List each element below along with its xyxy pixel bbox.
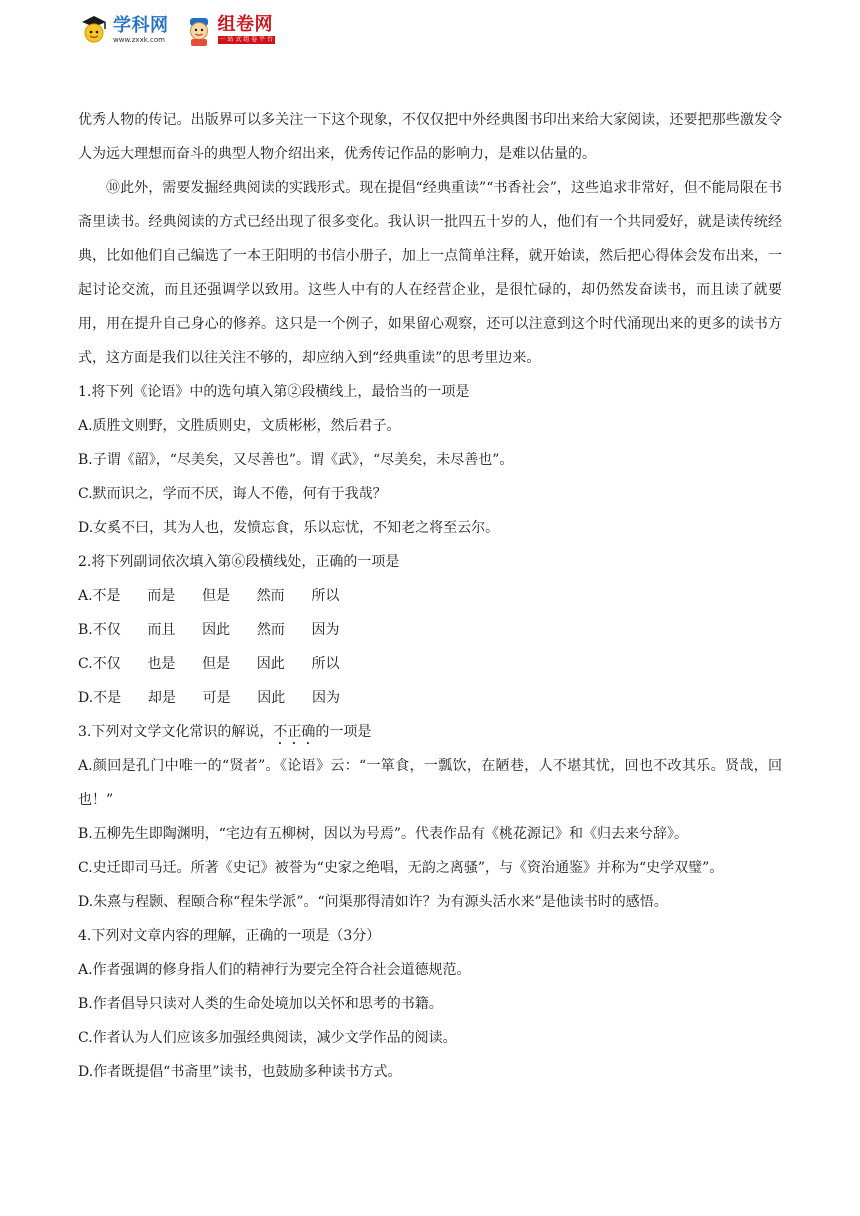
- document-body: [78, 103, 782, 1089]
- option-c: C.默而识之，学而不厌，诲人不倦，何有于我哉？: [78, 486, 387, 502]
- question-stem-suffix: 的一项是: [315, 724, 372, 740]
- option-d: D.女奚不曰，其为人也，发愤忘食，乐以忘忧，不知老之将至云尔。: [78, 520, 500, 536]
- option-c: C.不仅 也是 但是 因此 所以: [78, 656, 340, 672]
- option-d: D.不是 却是 可是 因此 因为: [78, 690, 340, 706]
- option-d: D.朱熹与程颢、程颐合称“程朱学派”。“问渠那得清如许？为有源头活水来”是他读书时的感悟。: [78, 894, 668, 910]
- option-a: A.不是 而是 但是 然而 所以: [78, 588, 340, 604]
- question-stem-prefix: 3.下列对文学文化常识的解说，: [78, 724, 274, 740]
- option-a: A.颜回是孔门中唯一的“贤者”。《论语》云：“一箪食，一瓢饮，在陋巷，人不堪其忧，回也不改其乐。贤哉，回也！”: [78, 758, 782, 808]
- question-stem: 4.下列对文章内容的理解，正确的一项是（3分）: [78, 928, 381, 944]
- question-stem: 1.将下列《论语》中的选句填入第②段横线上，最恰当的一项是: [78, 384, 470, 400]
- question-stem: 2.将下列副词依次填入第⑥段横线处，正确的一项是: [78, 554, 400, 570]
- option-b: B.作者倡导只读对人类的生命处境加以关怀和思考的书籍。: [78, 996, 443, 1012]
- student-mascot-icon: [78, 13, 110, 47]
- option-b: B.不仅 而且 因此 然而 因为: [78, 622, 340, 638]
- kid-mascot-icon: [183, 13, 215, 47]
- question-4: [78, 919, 782, 1089]
- zujuan-logo-text: 组卷网: [217, 14, 273, 35]
- zxxk-logo-url: www.zxxk.com: [113, 35, 165, 44]
- option-b: B.子谓《韶》，“尽美矣，又尽善也”。谓《武》，“尽美矣，未尽善也”。: [78, 452, 514, 468]
- option-a: A.质胜文则野，文胜质则史，文质彬彬，然后君子。: [78, 418, 401, 434]
- passage-paragraph: 优秀人物的传记。出版界可以多关注一下这个现象，不仅仅把中外经典图书印出来给大家阅读，还要把那些激发令人为远大理想而奋斗的典型人物介绍出来，优秀传记作品的影响力，是难以估量的。: [78, 112, 782, 162]
- option-d: D.作者既提倡“书斋里”读书，也鼓励多种读书方式。: [78, 1064, 402, 1080]
- option-c: C.史迁即司马迁。所著《史记》被誉为“史家之绝唱，无韵之离骚”，与《资治通鉴》并称为“史学双璧”。: [78, 860, 724, 876]
- zxxk-logo: [78, 13, 169, 47]
- emphasis-text: 不正确: [273, 724, 316, 740]
- question-2: [78, 545, 782, 715]
- question-1: [78, 375, 782, 545]
- option-b: B.五柳先生即陶渊明，“宅边有五柳树，因以为号焉”。代表作品有《桃花源记》和《归去来兮辞》。: [78, 826, 689, 842]
- zxxk-logo-text: 学科网: [113, 14, 169, 36]
- option-a: A.作者强调的修身指人们的精神行为要完全符合社会道德规范。: [78, 962, 471, 978]
- question-stem: [78, 715, 782, 749]
- question-3: [78, 715, 782, 919]
- option-c: C.作者认为人们应该多加强经典阅读，减少文学作品的阅读。: [78, 1030, 457, 1046]
- zujuan-logo-tagline: 一 站 式 组 卷 平 台: [219, 36, 273, 43]
- page-header: [78, 12, 275, 48]
- zujuan-logo: [183, 13, 275, 47]
- passage-paragraph-10: ⑩此外，需要发掘经典阅读的实践形式。现在提倡“经典重读”“书香社会”，这些追求非常好，但不能局限在书斋里读书。经典阅读的方式已经出现了很多变化。我认识一批四五十岁的人，他们有一个共同爱好，就是读传统经典，比如他们自己编选了一本王阳明的书信小册子，加上一点简单注释，就开始读，然后把心得体会发布出来，一起讨论交流，而且还强调学以致用。这些人中有的人在经营企业，是很忙碌的，却仍然发奋读书，而且读了就要用，用在提升自己身心的修养。这只是一个例子，如果留心观察，还可以注意到这个时代涌现出来的更多的读书方式，这方面是我们以往关注不够的，却应纳入到“经典重读”的思考里边来。: [78, 180, 782, 366]
